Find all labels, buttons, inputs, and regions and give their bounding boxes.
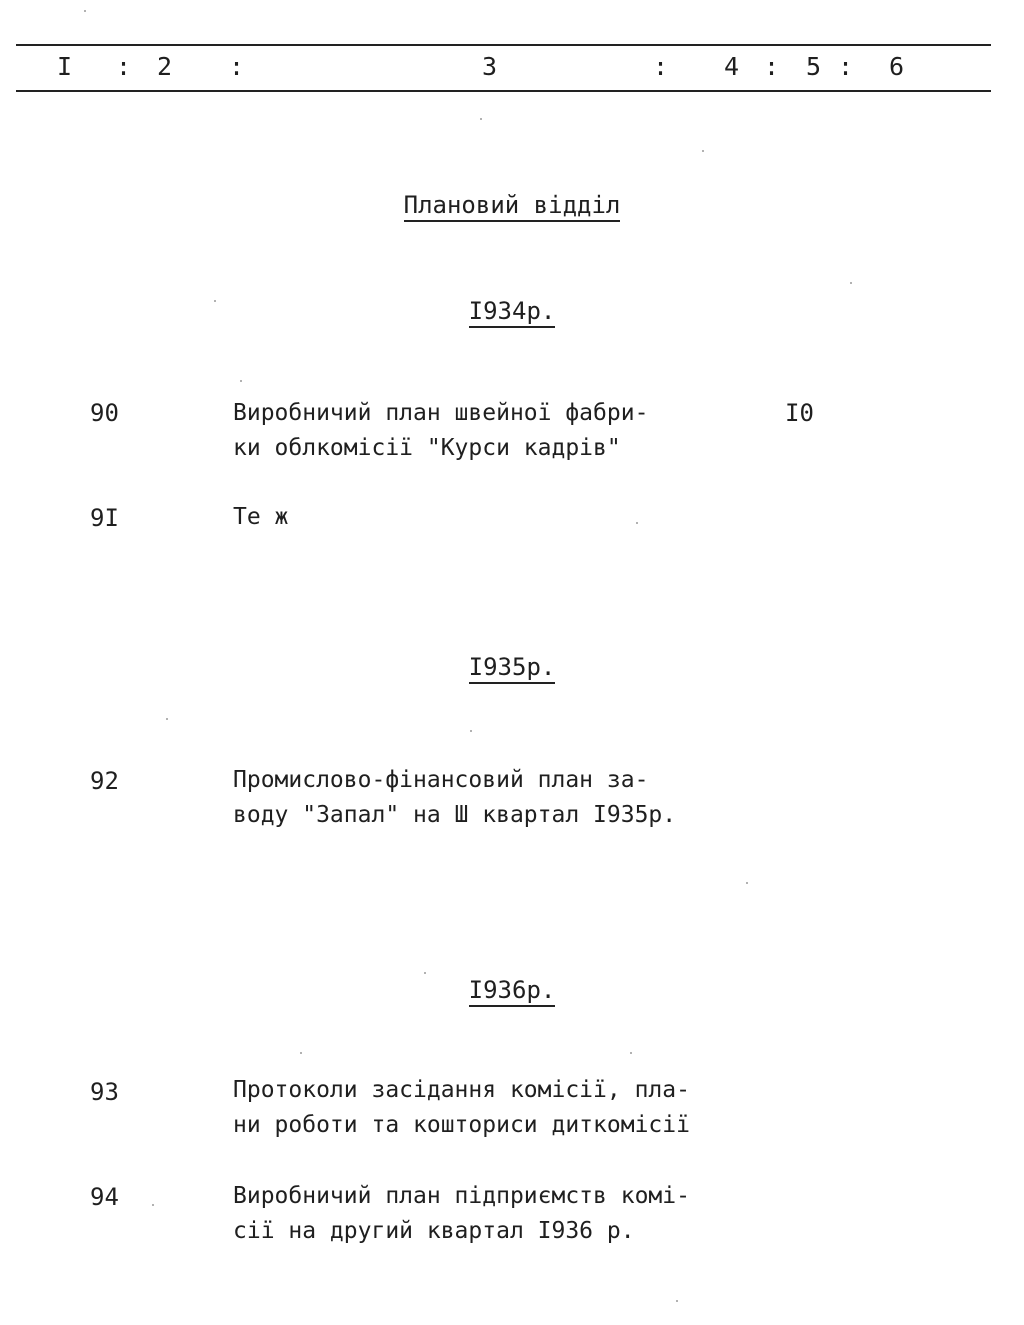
scan-speck	[424, 972, 426, 974]
item-title: Промислово-фінансовий план за- воду "Запал" на Ш квартал I935р.	[233, 767, 677, 828]
year-heading	[0, 296, 1024, 326]
column-separator: :	[764, 52, 780, 81]
header-bottom-rule	[16, 90, 991, 92]
column-header-1: I	[57, 52, 73, 81]
scan-speck	[676, 1300, 678, 1302]
item-title: Виробничий план швейної фабри- ки облкомісії "Курси кадрів"	[233, 400, 649, 461]
header-top-rule	[16, 44, 991, 46]
item-number: 92	[90, 767, 119, 795]
column-header-6: 6	[889, 52, 905, 81]
scan-speck	[702, 150, 704, 152]
scan-speck	[152, 1204, 154, 1206]
year-heading-text: I934р.	[469, 297, 556, 328]
year-heading-text: I936р.	[469, 976, 556, 1007]
scan-speck	[636, 522, 638, 524]
item-sheet-count: I0	[785, 399, 814, 427]
scan-speck	[850, 282, 852, 284]
year-heading-text: I935р.	[469, 653, 556, 684]
item-title: Виробничий план підприємств комі- сії на другий квартал I936 р.	[233, 1183, 690, 1244]
scan-speck	[166, 718, 168, 720]
item-title: Те ж	[233, 504, 289, 530]
column-separator: :	[653, 52, 669, 81]
scan-speck	[630, 1052, 632, 1054]
scan-speck	[480, 118, 482, 120]
column-header-4: 4	[724, 52, 740, 81]
section-title-text: Плановий відділ	[404, 191, 621, 222]
scan-speck	[300, 1052, 302, 1054]
column-separator: :	[116, 52, 132, 81]
column-header-3: 3	[482, 52, 498, 81]
column-header-2: 2	[157, 52, 173, 81]
item-number: 9I	[90, 504, 119, 532]
section-title	[0, 190, 1024, 220]
column-separator: :	[229, 52, 245, 81]
scan-speck	[214, 300, 216, 302]
year-heading	[0, 975, 1024, 1005]
scan-speck	[470, 730, 472, 732]
item-number: 94	[90, 1183, 119, 1211]
scan-speck	[240, 380, 242, 382]
item-title: Протоколи засідання комісії, пла- ни роботи та кошториси диткомісії	[233, 1077, 690, 1138]
item-number: 90	[90, 399, 119, 427]
item-number: 93	[90, 1078, 119, 1106]
scan-speck	[84, 10, 86, 12]
column-header-5: 5	[806, 52, 822, 81]
year-heading	[0, 652, 1024, 682]
column-separator: :	[838, 52, 854, 81]
scan-speck	[746, 882, 748, 884]
